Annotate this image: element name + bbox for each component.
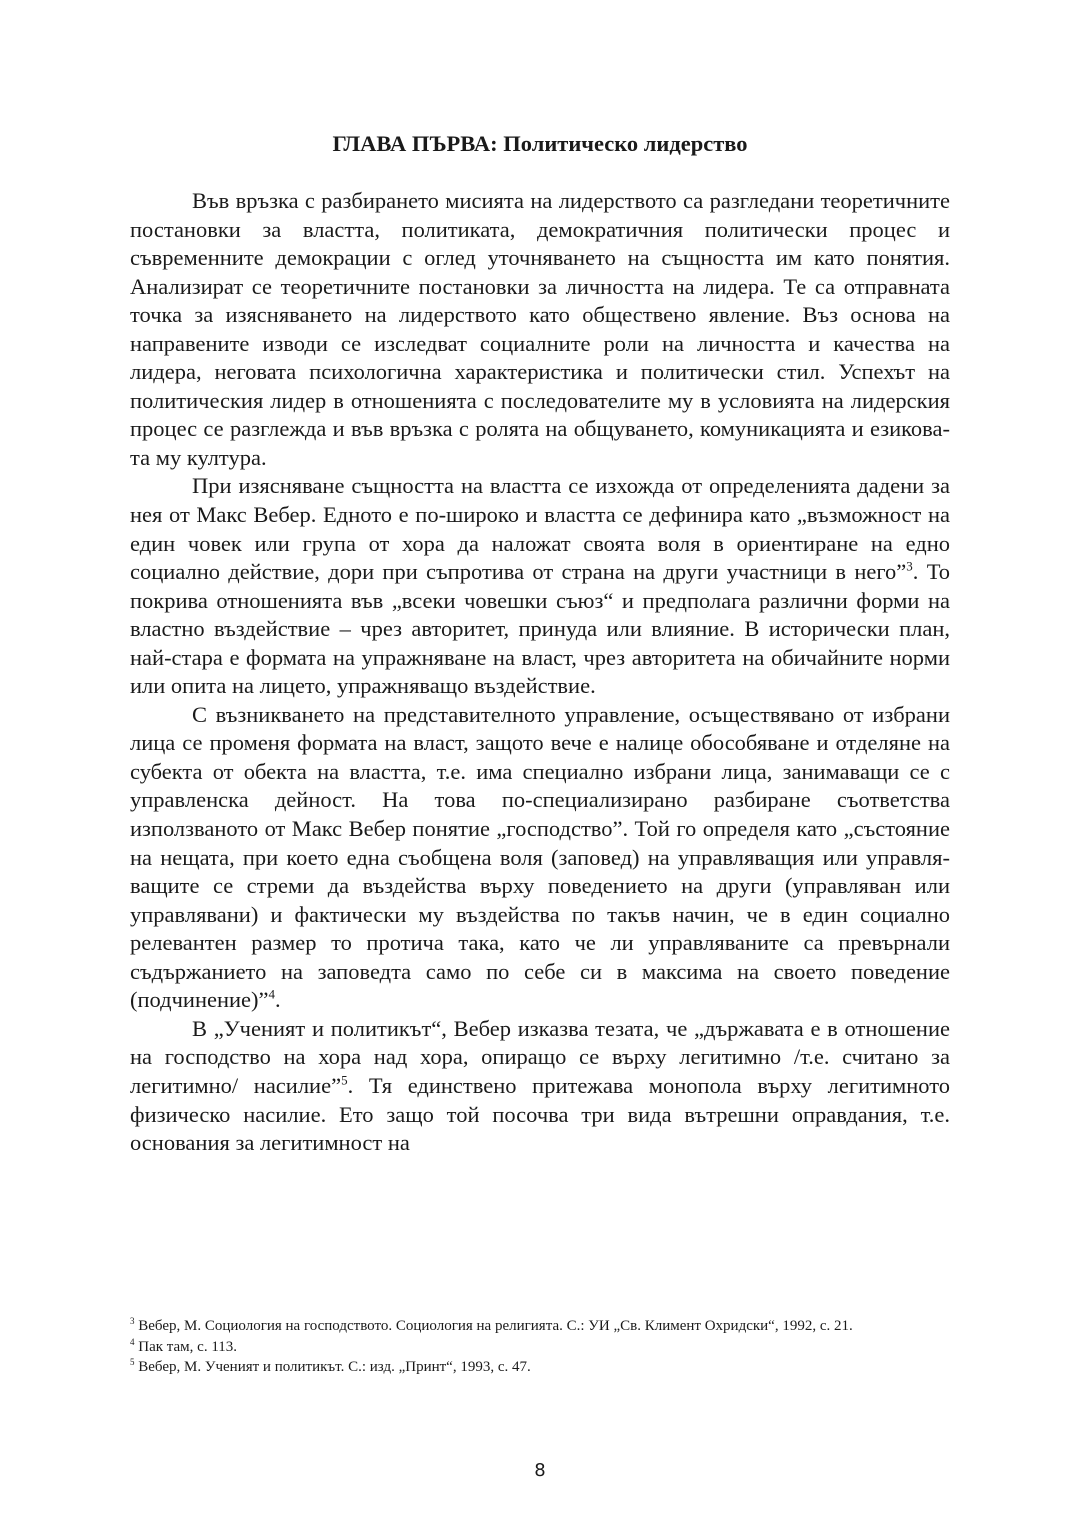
footnote-ref-4[interactable]: 4 (268, 986, 276, 1002)
footnote-number: 5 (130, 1357, 135, 1367)
paragraph-text: . (275, 987, 281, 1013)
paragraph-text: Във връзка с разбирането мисията на лидерството са разгледани теоретичните постановки за властта, политиката, демократичния политически процес и съвременните демокрации с оглед уточняването на същността им като понятия. Анализират се теоретичните постановки за личността на лидера. Те са отправната точка за изясняването на лидерството като обществено явление. Въз основа на направените изводи се изследват социалните роли на личността и качества на лидера, неговата психологична характеристика и политически стил. Успехът на политическия лидер в отношенията с последователите му в условията на лидерския процес се разглежда и във връзка с ролята на общуването, комуникацията и езиковата му култура. (130, 188, 950, 470)
paragraph-text: . То покрива отношенията във „всеки човешки съюз“ и предполага различни форми на властно въздействие – чрез авторитет, принуда или влияние. В исторически план, най-стара е формата на упражняване на власт, чрез авторитета на обичайните норми или опита на лицето, упражняващо въздействие. (130, 559, 950, 699)
footnote-number: 3 (130, 1316, 135, 1326)
footnote-4 (130, 1337, 950, 1358)
footnote-text: Пак там, с. 113. (134, 1338, 238, 1355)
footnote-number: 4 (130, 1336, 135, 1347)
footnote-text: Вебер, М. Ученият и политикът. С.: изд. „Принт“, 1993, с. 47. (134, 1359, 531, 1375)
footnote-text: Вебер, М. Социология на господството. Социология на религията. С.: УИ „Св. Климент Охридски“, 1992, с. 21. (134, 1318, 853, 1334)
footnote-ref-5[interactable]: 5 (341, 1072, 348, 1088)
paragraph-text: В „Ученият и политикът“, Вебер изказва тезата, че „държавата е в отношение на господство на хора над хора, опиращо се върху легитимно /т.е. считано за легитимно/ насилие” (130, 1015, 950, 1098)
paragraph-4 (130, 1015, 950, 1158)
footnote-ref-3[interactable]: 3 (906, 558, 913, 574)
paragraph-text: При изясняване същността на властта се изхожда от определенията дадени за нея от Макс Вебер. Едното е по-широко и властта се дефинира като „възможност на един човек или група от хора да наложат своята воля в ориентиране на едно социално действие, дори при съпротива от страна на други участници в него” (130, 473, 950, 585)
paragraph-2 (130, 472, 950, 700)
footnote-5 (130, 1357, 950, 1378)
footnotes (130, 1316, 950, 1378)
paragraph-3 (130, 701, 950, 1015)
footnote-3 (130, 1316, 950, 1337)
paragraph-text: . Тя единствено притежава монопола върху легитимното физическо насилие. Ето защо той посочва три вида вътрешни оправдания, т.е. основания за легитимност на (130, 1072, 951, 1156)
paragraph-text: С възникването на представителното управление, осъществявано от избрани лица се променя формата на власт, защото вече е налице обособяване и отделяне на субекта от обекта на властта, т.е. има специално избрани лица, занимаващи се с управленска дейност. На това по-специализирано разбиране съответства използваното от Макс Вебер понятие „господство”. Той го определя като „състояние на нещата, при което една съобщена воля (заповед) на управляващия или управляващите се стреми да въздейства върху поведението на други (управляван или управлявани) и фактически му въздейства по такъв начин, че в един социално релевантен размер то протича така, като че ли управляваните са превърнали съдържанието на заповедта само по себе си в максима на своето поведение (подчинение)” (130, 701, 950, 1013)
body-text (130, 187, 950, 1158)
paragraph-1 (130, 187, 950, 472)
chapter-title: ГЛАВА ПЪРВА: Политическо лидерство (332, 131, 748, 156)
page-number: 8 (534, 1460, 546, 1481)
